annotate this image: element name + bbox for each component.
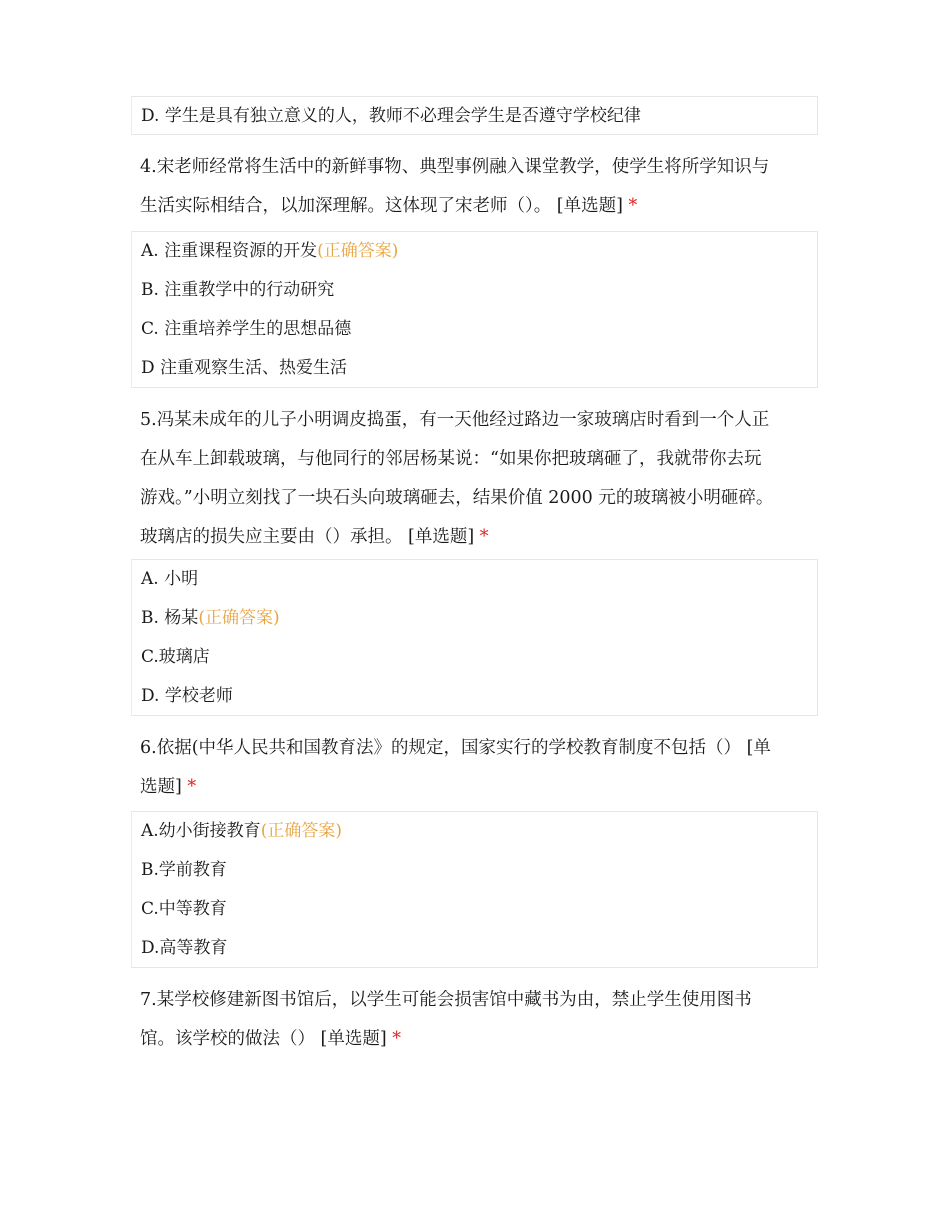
question-line: 在从车上卸载玻璃，与他同行的邻居杨某说：“如果你把玻璃砸了，我就带你去玩 [140,449,762,469]
question-line [140,518,810,557]
required-mark: * [479,527,489,547]
option-text: D 注重观察生活、热爱生活 [141,358,348,378]
option-text: D. 学校老师 [141,686,233,706]
q5-question [140,401,810,557]
option-text: C. 注重培养学生的思想品德 [141,319,352,339]
q3-option-d[interactable] [141,106,641,126]
question-line-text: 生活实际相结合，以加深理解。这体现了宋老师（）。 [单选题] [140,196,623,216]
required-mark: * [187,777,197,797]
q4-options-box [131,231,818,388]
required-mark: * [628,196,638,216]
question-line: 6.依据(中华人民共和国教育法》的规定，国家实行的学校教育制度不包括（） [单 [140,738,771,758]
option-text: B.学前教育 [141,860,227,880]
question-line [140,187,810,226]
correct-answer-label: (正确答案) [198,608,280,628]
q5-options-box [131,559,818,716]
q7-question [140,981,810,1059]
option-text: D. 学生是具有独立意义的人，教师不必理会学生是否遵守学校纪律 [141,106,641,126]
q6-option-d[interactable] [141,938,227,958]
question-line [140,1020,810,1059]
option-text: B. 杨某 [141,608,199,628]
question-line-text: 选题] [140,777,182,797]
option-text: C.中等教育 [141,899,227,919]
q6-option-a[interactable] [141,821,342,841]
q6-question [140,729,810,807]
question-line-text: 玻璃店的损失应主要由（）承担。 [单选题] [140,527,475,547]
required-mark: * [392,1029,402,1049]
q4-option-c[interactable] [141,319,351,339]
question-line [140,768,810,807]
question-line: 7.某学校修建新图书馆后，以学生可能会损害馆中藏书为由，禁止学生使用图书 [140,990,752,1010]
correct-answer-label: (正确答案) [317,241,399,261]
question-line-text: 馆。该学校的做法（） [单选题] [140,1029,387,1049]
option-text: C.玻璃店 [141,647,210,667]
q5-option-b[interactable] [141,608,280,628]
q5-option-a[interactable] [141,569,198,589]
q4-question [140,148,810,226]
option-text: A. 注重课程资源的开发 [141,241,318,261]
question-line: 游戏。”小明立刻找了一块石头向玻璃砸去，结果价值 2000 元的玻璃被小明砸碎。 [140,488,774,508]
q4-option-d[interactable] [141,358,347,378]
q4-option-b[interactable] [141,280,334,300]
q5-option-d[interactable] [141,686,233,706]
option-text: D.高等教育 [141,938,228,958]
q6-options-box [131,811,818,968]
q6-option-c[interactable] [141,899,227,919]
q5-option-c[interactable] [141,647,210,667]
question-line: 5.冯某未成年的儿子小明调皮捣蛋，有一天他经过路边一家玻璃店时看到一个人正 [140,410,770,430]
correct-answer-label: (正确答案) [260,821,342,841]
q4-option-a[interactable] [141,241,398,261]
option-text: A. 小明 [141,569,199,589]
option-text: A.幼小街接教育 [141,821,261,841]
option-text: B. 注重教学中的行动研究 [141,280,335,300]
question-line: 4.宋老师经常将生活中的新鲜事物、典型事例融入课堂教学，使学生将所学知识与 [140,157,770,177]
q3-options-box [131,96,818,135]
q6-option-b[interactable] [141,860,227,880]
